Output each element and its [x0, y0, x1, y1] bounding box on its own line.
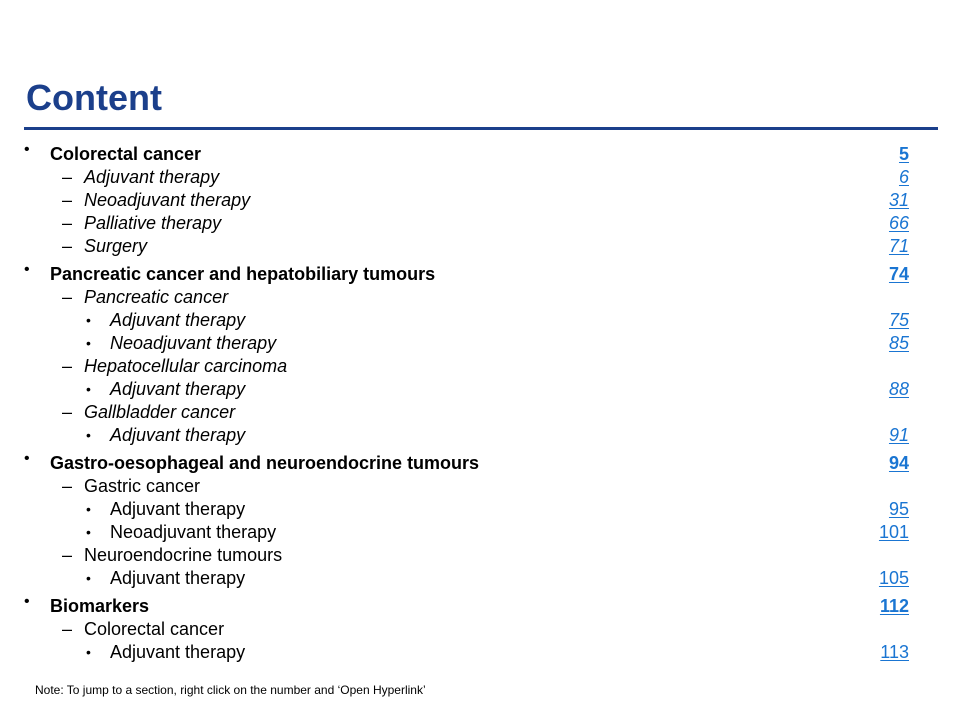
dash-marker: –	[62, 190, 73, 210]
page-number-link[interactable]: 88	[888, 379, 909, 399]
page-number-link[interactable]: 112	[879, 596, 909, 616]
toc-entry-level-3	[0, 520, 960, 544]
page-number-link[interactable]: 74	[888, 264, 909, 284]
bullet-marker: •	[86, 570, 91, 586]
toc-entry-label: Colorectal cancer	[50, 144, 202, 164]
dash-marker: –	[62, 236, 73, 256]
toc-entry-label: Neoadjuvant therapy	[110, 522, 277, 542]
bullet-marker: •	[86, 381, 91, 397]
page-number-link[interactable]: 31	[888, 190, 909, 210]
bullet-marker: •	[86, 644, 91, 660]
toc-entry-level-2	[0, 543, 960, 567]
toc-entry-label: Neoadjuvant therapy	[84, 190, 251, 210]
page-number-link[interactable]: 5	[898, 144, 909, 164]
dash-marker: –	[62, 402, 73, 422]
toc-entry-level-3	[0, 423, 960, 447]
dash-marker: –	[62, 619, 73, 639]
toc-entry-label: Gastro-oesophageal and neuroendocrine tumours	[50, 453, 480, 473]
toc-entry-level-2	[0, 165, 960, 189]
page-number-link[interactable]: 85	[888, 333, 909, 353]
toc-entry-label: Gastric cancer	[84, 476, 201, 496]
bullet-marker: •	[24, 141, 30, 158]
toc-entry-level-2	[0, 354, 960, 378]
toc-entry-level-3	[0, 308, 960, 332]
toc-entry-label: Neuroendocrine tumours	[84, 545, 283, 565]
toc-entry-label: Neoadjuvant therapy	[110, 333, 277, 353]
toc-entry-level-1	[0, 451, 960, 475]
toc-entry-label: Adjuvant therapy	[84, 167, 220, 187]
page-number-link[interactable]: 71	[888, 236, 909, 256]
toc-entry-level-3	[0, 331, 960, 355]
toc-entry-label: Palliative therapy	[84, 213, 222, 233]
toc-entry-level-2	[0, 188, 960, 212]
toc-entry-level-2	[0, 474, 960, 498]
toc-entry-label: Adjuvant therapy	[110, 310, 246, 330]
toc-entry-label: Adjuvant therapy	[110, 499, 246, 519]
dash-marker: –	[62, 356, 73, 376]
dash-marker: –	[62, 287, 73, 307]
dash-marker: –	[62, 167, 73, 187]
bullet-marker: •	[86, 501, 91, 517]
toc-entry-label: Pancreatic cancer and hepatobiliary tumours	[50, 264, 436, 284]
dash-marker: –	[62, 213, 73, 233]
dash-marker: –	[62, 476, 73, 496]
toc-entry-level-1	[0, 594, 960, 618]
bullet-marker: •	[86, 312, 91, 328]
toc-entry-label: Biomarkers	[50, 596, 150, 616]
toc-entry-label: Gallbladder cancer	[84, 402, 236, 422]
toc-entry-level-2	[0, 400, 960, 424]
toc-entry-level-2	[0, 617, 960, 641]
bullet-marker: •	[86, 524, 91, 540]
toc-entry-level-3	[0, 497, 960, 521]
toc-entry-level-3	[0, 566, 960, 590]
page-number-link[interactable]: 95	[888, 499, 909, 519]
page-number-link[interactable]: 113	[880, 642, 909, 662]
toc-entry-label: Pancreatic cancer	[84, 287, 229, 307]
toc-entry-label: Adjuvant therapy	[110, 379, 246, 399]
toc-entry-label: Hepatocellular carcinoma	[84, 356, 288, 376]
toc-entry-level-1	[0, 262, 960, 286]
page-number-link[interactable]: 66	[888, 213, 909, 233]
toc-entry-level-2	[0, 285, 960, 309]
toc-entry-level-2	[0, 234, 960, 258]
page-title: Content	[26, 77, 162, 118]
bullet-marker: •	[24, 450, 30, 467]
page-number-link[interactable]: 101	[878, 522, 909, 542]
page-number-link[interactable]: 105	[878, 568, 909, 588]
toc-entry-label: Adjuvant therapy	[110, 425, 246, 445]
toc-entry-level-1	[0, 142, 960, 166]
toc-entry-label: Adjuvant therapy	[110, 568, 246, 588]
toc-entry-label: Adjuvant therapy	[110, 642, 246, 662]
toc-entry-label: Colorectal cancer	[84, 619, 225, 639]
bullet-marker: •	[24, 261, 30, 278]
dash-marker: –	[62, 545, 73, 565]
page-number-link[interactable]: 75	[888, 310, 909, 330]
toc-entry-level-2	[0, 211, 960, 235]
footnote: Note: To jump to a section, right click on the number and ‘Open Hyperlink’	[35, 683, 426, 697]
bullet-marker: •	[86, 427, 91, 443]
toc-entry-label: Surgery	[84, 236, 148, 256]
toc-entry-level-3	[0, 640, 960, 664]
bullet-marker: •	[24, 593, 30, 610]
page-number-link[interactable]: 94	[888, 453, 909, 473]
bullet-marker: •	[86, 335, 91, 351]
page-number-link[interactable]: 6	[898, 167, 909, 187]
page-number-link[interactable]: 91	[888, 425, 909, 445]
toc-entry-level-3	[0, 377, 960, 401]
